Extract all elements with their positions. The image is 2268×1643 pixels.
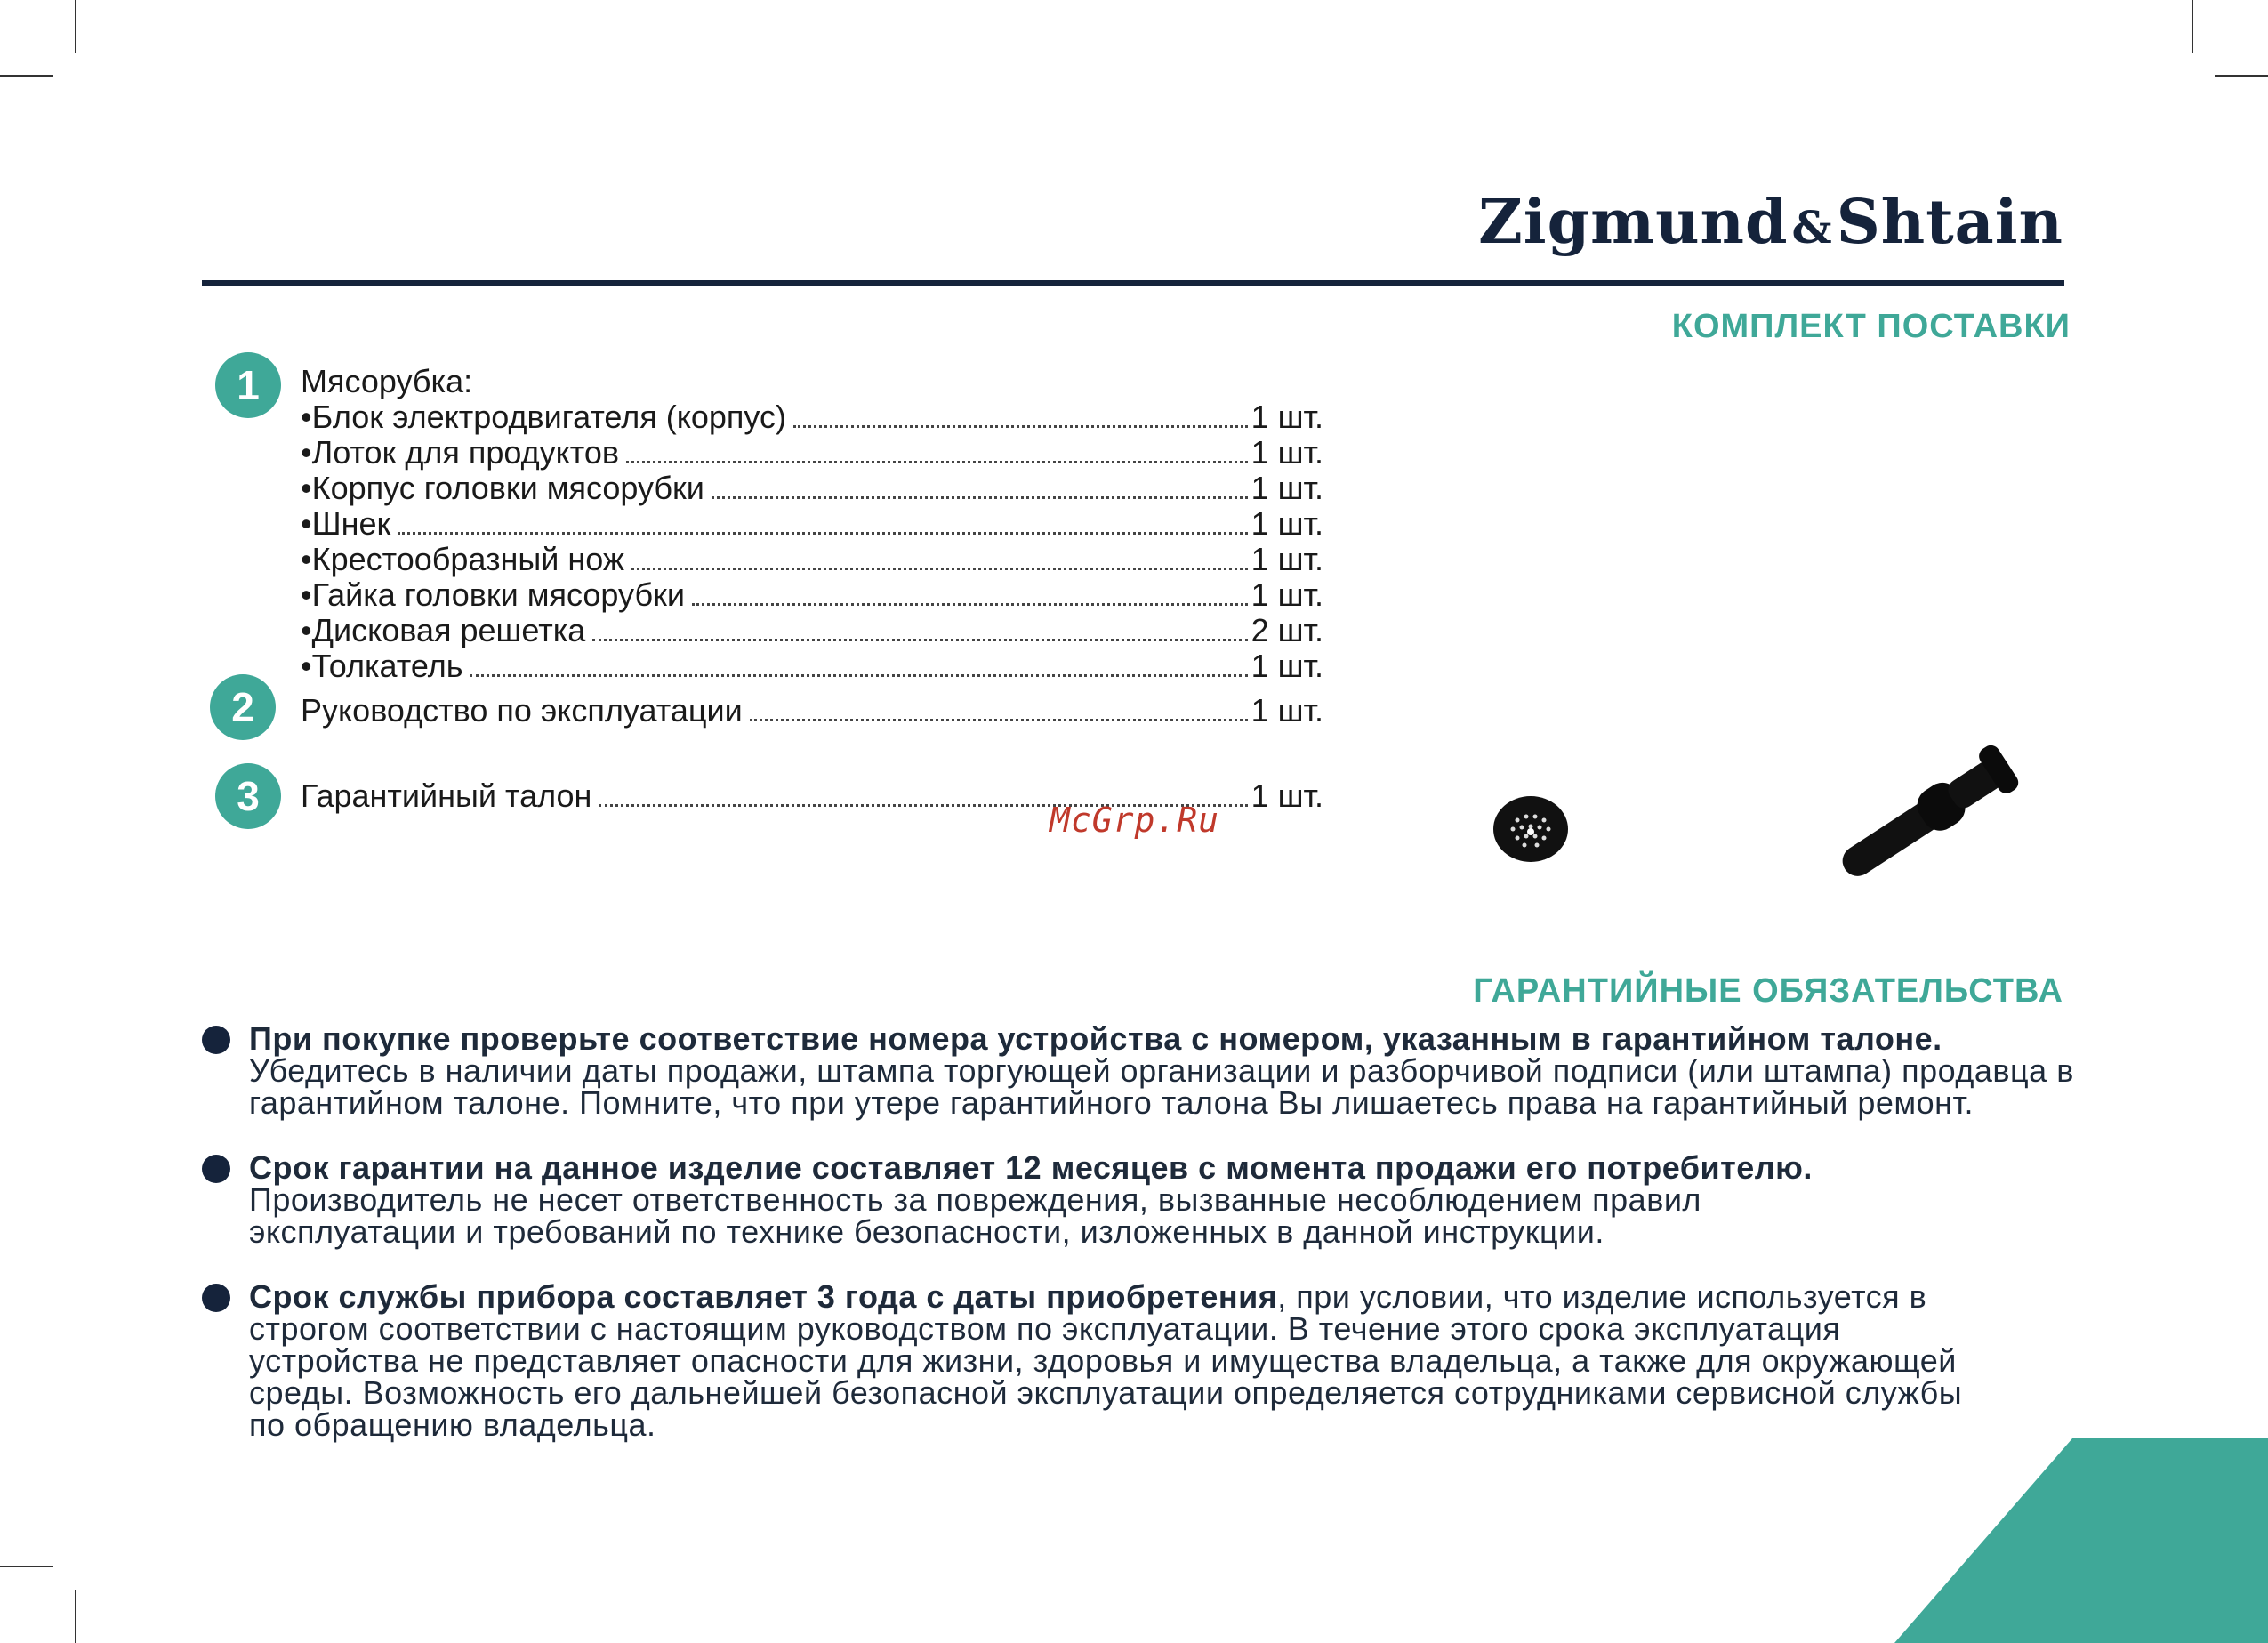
- bullet-icon: [202, 1026, 230, 1054]
- bullet-icon: [202, 1155, 230, 1183]
- kit-item: [301, 541, 1323, 578]
- warranty-paragraph-2: [249, 1149, 1903, 1250]
- crop-mark: [75, 1590, 76, 1643]
- item-label: •Блок электродвигателя (корпус): [301, 399, 786, 435]
- item-qty: 1 шт.: [1251, 648, 1323, 684]
- paragraph-bold: При покупке проверьте соответствие номера устройства с номером, указанным в гарантийном талоне.: [249, 1020, 1942, 1057]
- item-qty: 1 шт.: [1251, 434, 1323, 471]
- kit-title: КОМПЛЕКТ ПОСТАВКИ: [1671, 308, 2071, 345]
- leader-dots: [626, 461, 1248, 463]
- item-qty: 1 шт.: [1251, 399, 1323, 435]
- leader-dots: [750, 719, 1248, 721]
- brand-logo: [1478, 187, 2063, 258]
- crop-mark: [75, 0, 76, 53]
- watermark: McGrp.Ru: [1050, 801, 1220, 840]
- item-qty: 1 шт.: [1251, 692, 1323, 729]
- paragraph-bold: Срок службы прибора составляет 3 года с даты приобретения: [249, 1278, 1278, 1315]
- paragraph-bold: Срок гарантии на данное изделие составляет 12 месяцев с момента продажи его потребителю.: [249, 1149, 1813, 1186]
- leader-dots: [631, 568, 1248, 570]
- item-label: •Толкатель: [301, 648, 463, 684]
- item-qty: 1 шт.: [1251, 777, 1323, 814]
- crop-mark: [0, 75, 53, 77]
- item-qty: 1 шт.: [1251, 541, 1323, 577]
- item-label: Руководство по эксплуатации: [301, 692, 743, 729]
- item-qty: 1 шт.: [1251, 505, 1323, 542]
- brand-amp: &: [1791, 201, 1833, 254]
- kit-item: [301, 434, 1323, 471]
- crop-mark: [0, 1566, 53, 1567]
- kit-item: [301, 399, 1323, 436]
- grinder-heading: Мясорубка:: [301, 363, 473, 399]
- pusher-image: [1823, 738, 2037, 890]
- item-label: •Корпус головки мясорубки: [301, 470, 704, 506]
- item-qty: 1 шт.: [1251, 470, 1323, 506]
- leader-dots: [592, 639, 1247, 641]
- leader-dots: [470, 674, 1247, 677]
- warranty-paragraph-1: [249, 1020, 2081, 1121]
- item-qty: 1 шт.: [1251, 576, 1323, 613]
- crop-mark: [2192, 0, 2193, 53]
- kit-item: [301, 648, 1323, 685]
- corner-decoration: [1894, 1438, 2268, 1643]
- group-number-3: 3: [215, 763, 281, 829]
- paragraph-text: Производитель не несет ответственность за повреждения, вызванные несоблюдением правил эксплуатации и требований по технике безопасности, изложенных в данной инструкции.: [249, 1181, 1701, 1250]
- brand-part2: Shtain: [1836, 187, 2063, 258]
- kit-item: [301, 470, 1323, 507]
- paragraph-text: , при условии, что изделие используется в строгом соответствии с настоящим руководством по эксплуатации. В течение этого срока эксплуатация устройства не представляет опасности для жизни, здоровья и имущества владельца, а также для окружающей среды. Возможность его дальнейшей безопасной эксплуатации определяется сотрудниками сервисной службы по обращению владельца.: [249, 1278, 1963, 1443]
- leader-dots: [398, 532, 1247, 535]
- group-number-2: 2: [210, 674, 276, 740]
- item-label: •Гайка головки мясорубки: [301, 576, 685, 613]
- leader-dots: [692, 603, 1248, 606]
- warranty-paragraph-3: [249, 1278, 1974, 1443]
- warranty-title: ГАРАНТИЙНЫЕ ОБЯЗАТЕЛЬСТВА: [1473, 972, 2063, 1010]
- disc-grid-image: [1491, 793, 1571, 865]
- leader-dots: [712, 496, 1248, 499]
- leader-dots: [793, 425, 1248, 428]
- crop-mark: [2215, 75, 2268, 77]
- kit-item: [301, 576, 1323, 614]
- item-label: •Дисковая решетка: [301, 612, 586, 648]
- item-label: Гарантийный талон: [301, 777, 592, 814]
- bullet-icon: [202, 1284, 230, 1312]
- item-label: •Крестообразный нож: [301, 541, 624, 577]
- group-number-1: 1: [215, 352, 281, 418]
- kit-item: [301, 505, 1323, 543]
- manual-item: [301, 692, 1323, 729]
- kit-item: [301, 612, 1323, 649]
- item-qty: 2 шт.: [1251, 612, 1323, 648]
- item-label: •Лоток для продуктов: [301, 434, 619, 471]
- brand-part1: Zigmund: [1478, 187, 1789, 258]
- paragraph-text: Убедитесь в наличии даты продажи, штампа торгующей организации и разборчивой подписи (или штампа) продавца в гарантийном талоне. Помните, что при утере гарантийного талона Вы лишаетесь права на гарантийный ремонт.: [249, 1052, 2074, 1121]
- item-label: •Шнек: [301, 505, 391, 542]
- header-rule: [202, 280, 2064, 286]
